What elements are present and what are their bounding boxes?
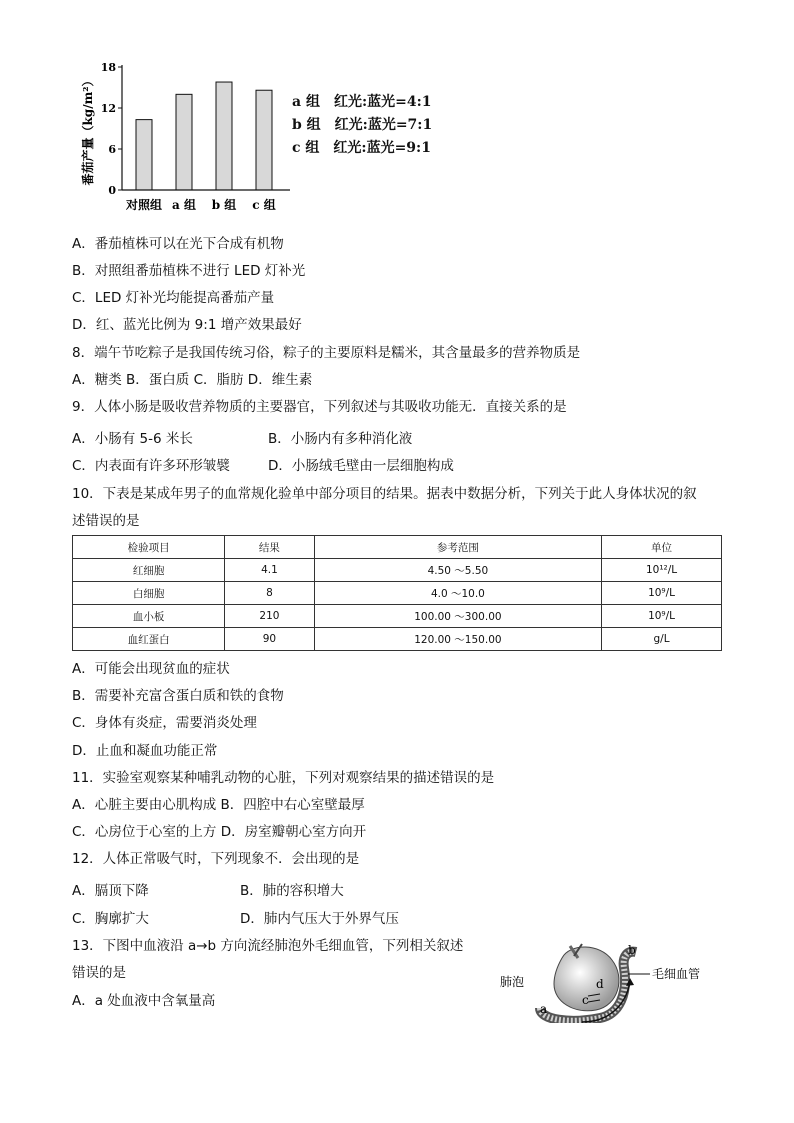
- x-tick-label: 对照组: [125, 198, 163, 212]
- q11-options-cd: C．心房位于心室的上方 D．房室瓣朝心室方向开: [72, 824, 367, 840]
- q12-stem: 12．人体正常吸气时，下列现象不．会出现的是: [72, 851, 360, 867]
- q10-option-d: D．止血和凝血功能正常: [72, 743, 218, 759]
- cell: g/L: [602, 628, 722, 651]
- y-tick-label: 6: [108, 143, 116, 156]
- q12-option-b: B．肺的容积增大: [240, 883, 344, 899]
- q12-option-a: A．膈顶下降: [72, 883, 149, 899]
- cell: 10⁹/L: [602, 582, 722, 605]
- table-row: [73, 582, 722, 605]
- q12-option-d: D．肺内气压大于外界气压: [240, 911, 399, 927]
- q10-stem-line2: 述错误的是: [72, 513, 140, 529]
- y-axis-label: 番茄产量（kg/m²）: [81, 74, 95, 186]
- cell: 4.1: [225, 559, 315, 582]
- cell: 4.0 ～10.0: [314, 582, 601, 605]
- cell: 90: [225, 628, 315, 651]
- cell: 10⁹/L: [602, 605, 722, 628]
- cell: 4.50 ～5.50: [314, 559, 601, 582]
- cell: 120.00 ～150.00: [314, 628, 601, 651]
- table-row: [73, 559, 722, 582]
- alveolus-capillary-diagram: [500, 938, 720, 1023]
- q12-option-c: C．胸廓扩大: [72, 911, 149, 927]
- y-tick-label: 0: [108, 184, 116, 197]
- label-capillary: 毛细血管: [652, 967, 701, 981]
- cell: 210: [225, 605, 315, 628]
- table-row: [73, 605, 722, 628]
- label-a: a: [540, 1002, 548, 1016]
- y-tick-label: 12: [100, 102, 116, 115]
- label-alveolus: 肺泡: [500, 975, 525, 989]
- header-unit: 单位: [602, 536, 722, 559]
- cell: 10¹²/L: [602, 559, 722, 582]
- bar-3: [256, 90, 272, 190]
- table-header-row: [73, 536, 722, 559]
- header-result: 结果: [225, 536, 315, 559]
- cell: 100.00 ～300.00: [314, 605, 601, 628]
- q8-options: A．糖类 B．蛋白质 C．脂肪 D．维生素: [72, 372, 313, 388]
- q9-option-b: B．小肠内有多种消化液: [268, 431, 413, 447]
- q13-option-a: A．a 处血液中含氧量高: [72, 993, 216, 1009]
- q11-stem: 11．实验室观察某种哺乳动物的心脏，下列对观察结果的描述错误的是: [72, 770, 495, 786]
- legend-c: c 组 红光:蓝光=9:1: [292, 140, 431, 156]
- q8-stem: 8．端午节吃粽子是我国传统习俗，粽子的主要原料是糯米，其含量最多的营养物质是: [72, 345, 581, 361]
- header-reference: 参考范围: [314, 536, 601, 559]
- q13-stem-line2: 错误的是: [72, 965, 126, 981]
- label-b: b: [628, 943, 636, 957]
- q7-option-d: D．红、蓝光比例为 9:1 增产效果最好: [72, 317, 302, 333]
- q10-option-a: A．可能会出现贫血的症状: [72, 661, 230, 677]
- y-tick-label: 18: [100, 61, 116, 74]
- q9-stem: 9．人体小肠是吸收营养物质的主要器官，下列叙述与其吸收功能无．直接关系的是: [72, 399, 567, 415]
- q7-option-a: A．番茄植株可以在光下合成有机物: [72, 236, 284, 252]
- q10-option-b: B．需要补充富含蛋白质和铁的食物: [72, 688, 284, 704]
- q10-stem-line1: 10．下表是某成年男子的血常规化验单中部分项目的结果。据表中数据分析，下列关于此人身体状况的叙: [72, 486, 697, 502]
- label-d: d: [596, 977, 604, 991]
- table-row: [73, 628, 722, 651]
- label-c: c: [582, 993, 589, 1007]
- cell: 血小板: [73, 605, 225, 628]
- x-tick-label: a 组: [172, 198, 196, 212]
- x-tick-label: b 组: [211, 198, 237, 212]
- cell: 血红蛋白: [73, 628, 225, 651]
- bar-2: [216, 82, 232, 190]
- header-item: 检验项目: [73, 536, 225, 559]
- blood-test-table: [72, 535, 722, 651]
- q9-option-d: D．小肠绒毛壁由一层细胞构成: [268, 458, 454, 474]
- q9-option-c: C．内表面有许多环形皱襞: [72, 458, 230, 474]
- q9-option-a: A．小肠有 5-6 米长: [72, 431, 193, 447]
- legend-a: a 组 红光:蓝光=4:1: [292, 94, 432, 110]
- x-tick-label: c 组: [252, 198, 276, 212]
- q11-options-ab: A．心脏主要由心肌构成 B．四腔中右心室壁最厚: [72, 797, 365, 813]
- q7-option-c: C．LED 灯补光均能提高番茄产量: [72, 290, 275, 306]
- cell: 8: [225, 582, 315, 605]
- q7-option-b: B．对照组番茄植株不进行 LED 灯补光: [72, 263, 306, 279]
- bar-1: [176, 94, 192, 190]
- bar-0: [136, 120, 152, 190]
- tomato-yield-bar-chart: [70, 55, 290, 220]
- cell: 红细胞: [73, 559, 225, 582]
- legend-b: b 组 红光:蓝光=7:1: [292, 117, 433, 133]
- cell: 白细胞: [73, 582, 225, 605]
- q10-option-c: C．身体有炎症，需要消炎处理: [72, 715, 257, 731]
- q13-stem-line1: 13．下图中血液沿 a→b 方向流经肺泡外毛细血管，下列相关叙述: [72, 938, 464, 954]
